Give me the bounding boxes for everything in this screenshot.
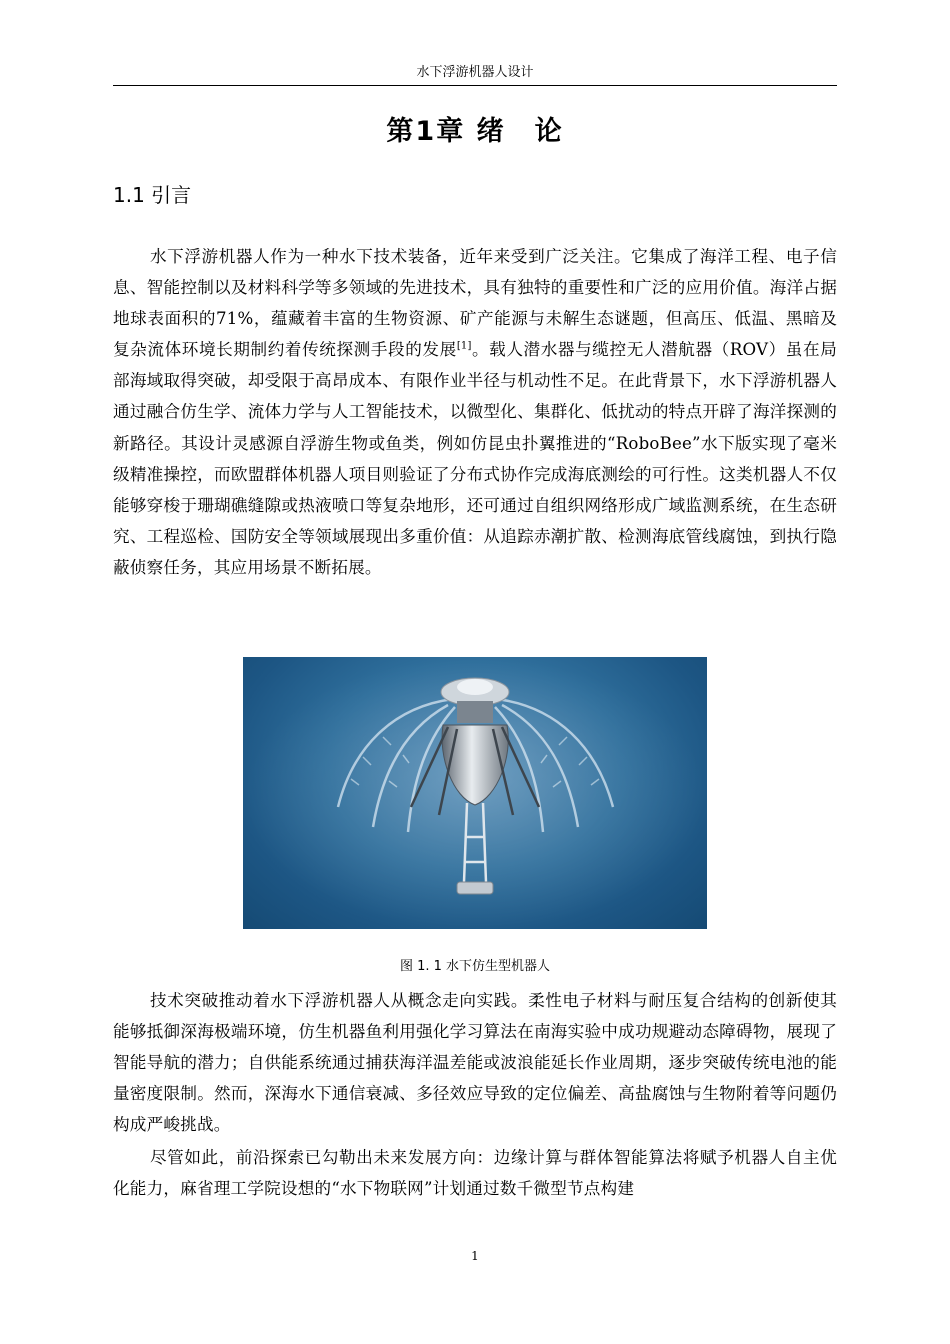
header-divider (113, 85, 837, 86)
page-number: 1 (471, 1249, 479, 1263)
citation-ref[interactable]: [1] (456, 340, 472, 352)
robot-photo (243, 657, 707, 929)
intro-paragraph-3: 尽管如此，前沿探索已勾勒出未来发展方向：边缘计算与群体智能算法将赋予机器人自主优化能力，麻省理工学院设想的“水下物联网”计划通过数千微型节点构建 (113, 1148, 837, 1199)
paragraph-text-continued: 。载人潜水器与缆控无人潜航器（ROV）虽在局部海域取得突破，却受限于高昂成本、有限作业半径与机动性不足。在此背景下，水下浮游机器人通过融合仿生学、流体力学与人工智能技术，以微型化、集群化、低扰动的特点开辟了海洋探测的新路径。其设计灵感源自浮游生物或鱼类，例如仿昆虫扑翼推进的“RoboBee”水下版实现了毫米级精准操控，而欧盟群体机器人项目则验证了分布式协作完成海底测绘的可行性。这类机器人不仅能够穿梭于珊瑚礁缝隙或热液喷口等复杂地形，还可通过自组织网络形成广域监测系统，在生态研究、工程巡检、国防安全等领域展现出多重价值：从追踪赤潮扩散、检测海底管线腐蚀，到执行隐蔽侦察任务，其应用场景不断拓展。 (113, 340, 837, 577)
figure-caption: 图 1. 1 水下仿生型机器人 (399, 959, 551, 974)
intro-paragraph-2: 技术突破推动着水下浮游机器人从概念走向实践。柔性电子材料与耐压复合结构的创新使其能够抵御深海极端环境，仿生机器鱼利用强化学习算法在南海实验中成功规避动态障碍物，展现了智能导航的潜力；自供能系统通过捕获海洋温差能或波浪能延长作业周期，逐步突破传统电池的能量密度限制。然而，深海水下通信衰减、多径效应导致的定位偏差、高盐腐蚀与生物附着等问题仍构成严峻挑战。 (113, 991, 837, 1135)
paragraph-text: 水下浮游机器人作为一种水下技术装备，近年来受到广泛关注。它集成了海洋工程、电子信息、智能控制以及材料科学等多领域的先进技术，具有独特的重要性和广泛的应用价值。海洋占据地球表面积的71%，蕴藏着丰富的生物资源、矿产能源与未解生态谜题，但高压、低温、黑暗及复杂流体环境长期制约着传统探测手段的发展 (113, 247, 837, 360)
running-header: 水下浮游机器人设计 (416, 65, 534, 80)
section-title: 1.1 引言 (113, 183, 192, 207)
jellyfish-robot-illustration (243, 657, 707, 929)
intro-paragraph-1 (113, 241, 837, 583)
chapter-title: 第1章 绪 论 (386, 116, 564, 147)
